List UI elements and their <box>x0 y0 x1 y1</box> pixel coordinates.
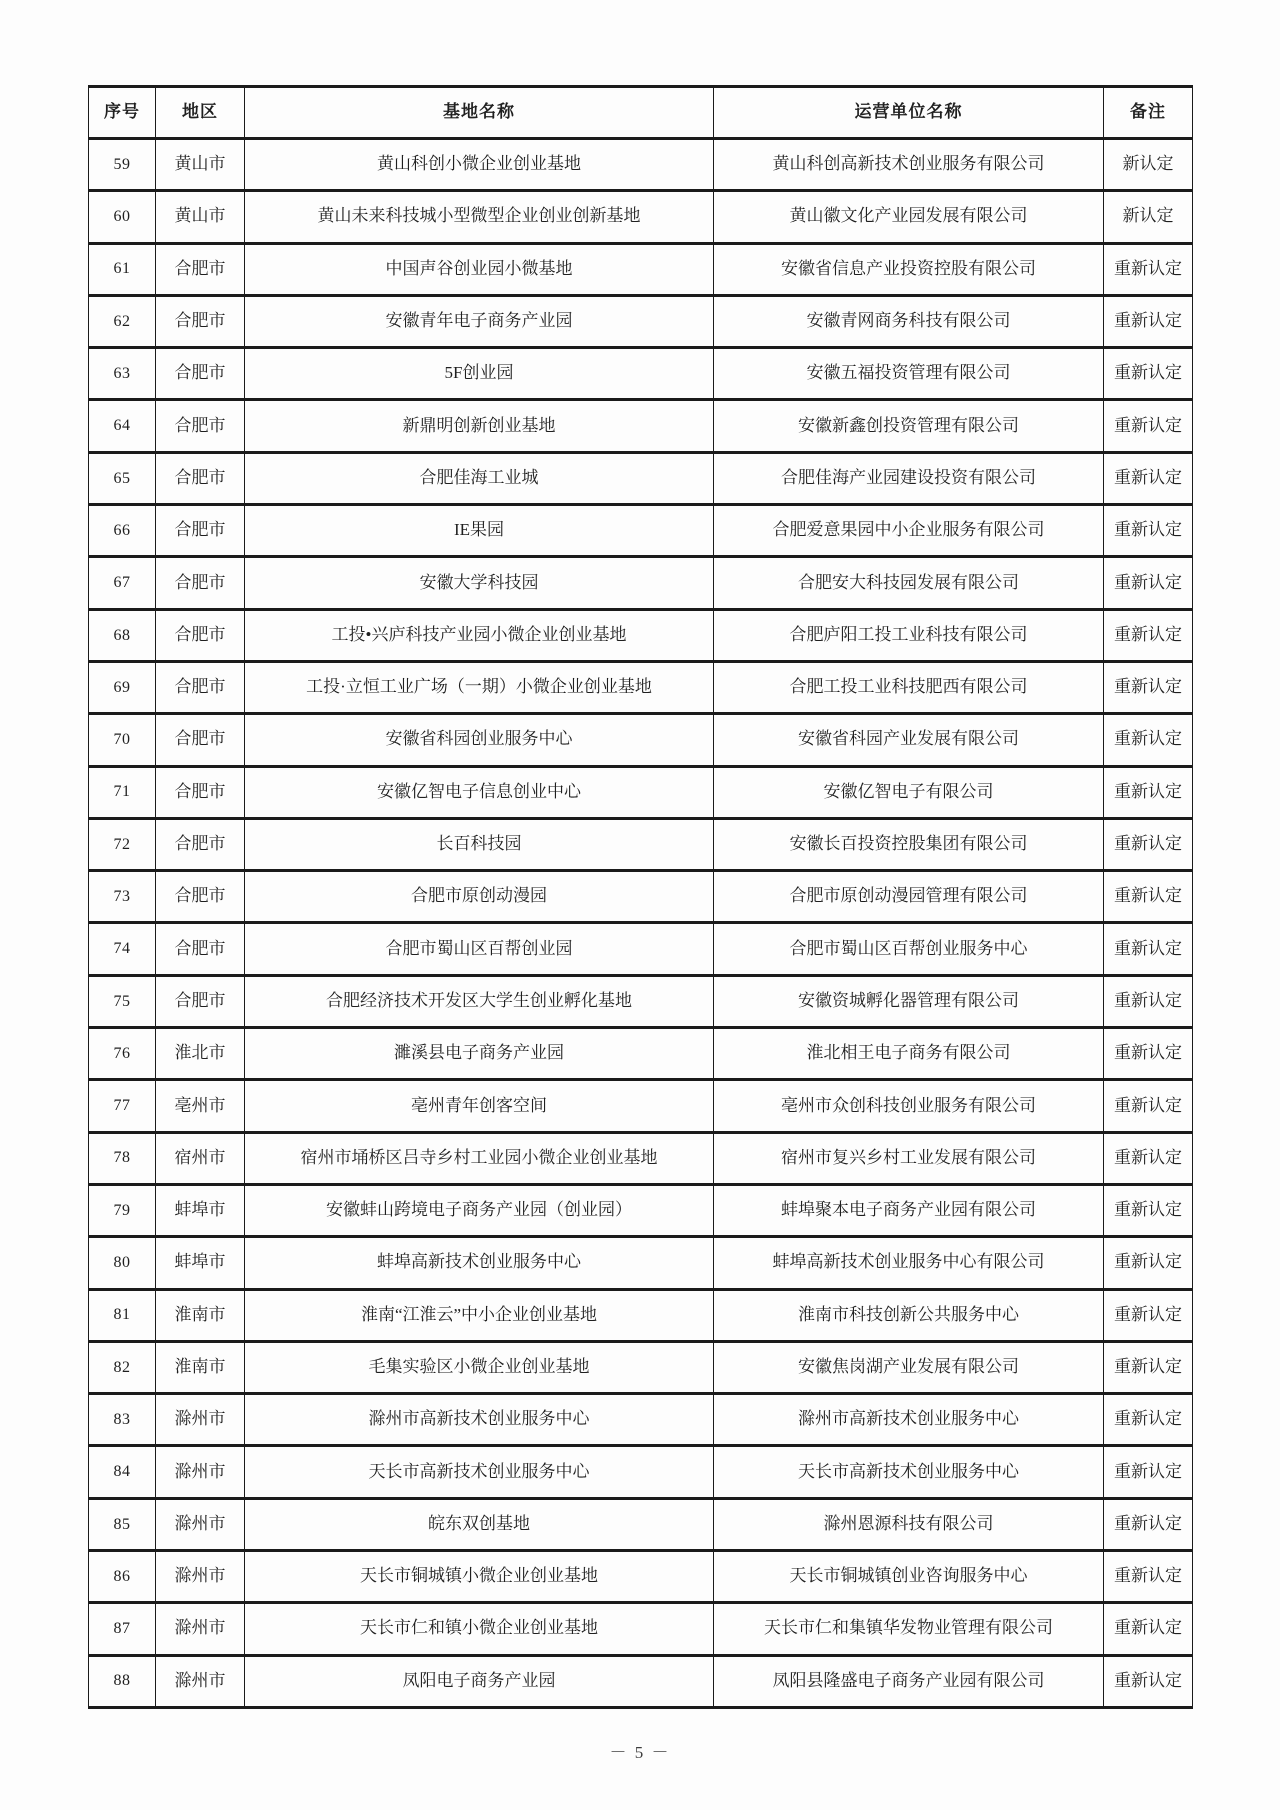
cell-no: 65 <box>89 452 156 504</box>
cell-no: 87 <box>89 1603 156 1655</box>
cell-oper: 合肥市蜀山区百帮创业服务中心 <box>714 923 1104 975</box>
cell-base: 长百科技园 <box>245 818 714 870</box>
cell-no: 66 <box>89 505 156 557</box>
cell-remark: 重新认定 <box>1104 714 1193 766</box>
cell-base: 宿州市埇桥区吕寺乡村工业园小微企业创业基地 <box>245 1132 714 1184</box>
table-row <box>89 1655 1193 1707</box>
table-row <box>89 243 1193 295</box>
cell-oper: 安徽亿智电子有限公司 <box>714 766 1104 818</box>
cell-oper: 宿州市复兴乡村工业发展有限公司 <box>714 1132 1104 1184</box>
cell-region: 合肥市 <box>156 348 245 400</box>
cell-region: 合肥市 <box>156 871 245 923</box>
cell-oper: 合肥佳海产业园建设投资有限公司 <box>714 452 1104 504</box>
cell-remark: 重新认定 <box>1104 243 1193 295</box>
cell-remark: 新认定 <box>1104 139 1193 191</box>
cell-base: 合肥市蜀山区百帮创业园 <box>245 923 714 975</box>
cell-base: 合肥经济技术开发区大学生创业孵化基地 <box>245 975 714 1027</box>
cell-remark: 重新认定 <box>1104 348 1193 400</box>
cell-no: 85 <box>89 1498 156 1550</box>
cell-oper: 天长市铜城镇创业咨询服务中心 <box>714 1551 1104 1603</box>
table-row <box>89 1132 1193 1184</box>
cell-region: 黄山市 <box>156 139 245 191</box>
cell-base: 黄山未来科技城小型微型企业创业创新基地 <box>245 191 714 243</box>
cell-oper: 滁州恩源科技有限公司 <box>714 1498 1104 1550</box>
cell-no: 64 <box>89 400 156 452</box>
table-row <box>89 557 1193 609</box>
cell-region: 滁州市 <box>156 1655 245 1707</box>
cell-remark: 重新认定 <box>1104 1446 1193 1498</box>
cell-base: 工投•兴庐科技产业园小微企业创业基地 <box>245 609 714 661</box>
cell-remark: 重新认定 <box>1104 295 1193 347</box>
base-list-table <box>88 85 1193 1709</box>
header-cell-remark: 备注 <box>1104 87 1193 139</box>
table-row <box>89 1289 1193 1341</box>
cell-oper: 淮南市科技创新公共服务中心 <box>714 1289 1104 1341</box>
cell-no: 76 <box>89 1028 156 1080</box>
table-row <box>89 1341 1193 1393</box>
table-row <box>89 1394 1193 1446</box>
cell-oper: 合肥工投工业科技肥西有限公司 <box>714 661 1104 713</box>
cell-no: 81 <box>89 1289 156 1341</box>
cell-oper: 亳州市众创科技创业服务有限公司 <box>714 1080 1104 1132</box>
table-row <box>89 609 1193 661</box>
cell-remark: 重新认定 <box>1104 975 1193 1027</box>
cell-oper: 合肥爱意果园中小企业服务有限公司 <box>714 505 1104 557</box>
cell-region: 淮南市 <box>156 1289 245 1341</box>
cell-region: 合肥市 <box>156 609 245 661</box>
cell-oper: 安徽省科园产业发展有限公司 <box>714 714 1104 766</box>
table-row <box>89 452 1193 504</box>
header-cell-oper: 运营单位名称 <box>714 87 1104 139</box>
cell-no: 68 <box>89 609 156 661</box>
cell-no: 83 <box>89 1394 156 1446</box>
cell-region: 蚌埠市 <box>156 1237 245 1289</box>
cell-no: 61 <box>89 243 156 295</box>
cell-remark: 重新认定 <box>1104 1184 1193 1236</box>
cell-base: 滁州市高新技术创业服务中心 <box>245 1394 714 1446</box>
cell-oper: 凤阳县隆盛电子商务产业园有限公司 <box>714 1655 1104 1707</box>
table-row <box>89 818 1193 870</box>
table-row <box>89 505 1193 557</box>
cell-region: 合肥市 <box>156 400 245 452</box>
cell-base: 工投·立恒工业广场（一期）小微企业创业基地 <box>245 661 714 713</box>
cell-base: 安徽蚌山跨境电子商务产业园（创业园） <box>245 1184 714 1236</box>
cell-no: 71 <box>89 766 156 818</box>
cell-oper: 安徽五福投资管理有限公司 <box>714 348 1104 400</box>
cell-oper: 蚌埠高新技术创业服务中心有限公司 <box>714 1237 1104 1289</box>
cell-no: 79 <box>89 1184 156 1236</box>
cell-remark: 重新认定 <box>1104 1028 1193 1080</box>
cell-remark: 重新认定 <box>1104 400 1193 452</box>
cell-region: 合肥市 <box>156 818 245 870</box>
cell-oper: 安徽焦岗湖产业发展有限公司 <box>714 1341 1104 1393</box>
header-cell-base: 基地名称 <box>245 87 714 139</box>
cell-region: 滁州市 <box>156 1394 245 1446</box>
table-row <box>89 871 1193 923</box>
cell-remark: 新认定 <box>1104 191 1193 243</box>
cell-oper: 天长市高新技术创业服务中心 <box>714 1446 1104 1498</box>
cell-region: 蚌埠市 <box>156 1184 245 1236</box>
cell-region: 合肥市 <box>156 295 245 347</box>
cell-oper: 滁州市高新技术创业服务中心 <box>714 1394 1104 1446</box>
cell-base: 毛集实验区小微企业创业基地 <box>245 1341 714 1393</box>
cell-oper: 蚌埠聚本电子商务产业园有限公司 <box>714 1184 1104 1236</box>
table-row <box>89 766 1193 818</box>
table-header <box>89 87 1193 139</box>
cell-base: 新鼎明创新创业基地 <box>245 400 714 452</box>
cell-no: 82 <box>89 1341 156 1393</box>
cell-no: 62 <box>89 295 156 347</box>
cell-oper: 黄山徽文化产业园发展有限公司 <box>714 191 1104 243</box>
cell-no: 60 <box>89 191 156 243</box>
cell-oper: 安徽新鑫创投资管理有限公司 <box>714 400 1104 452</box>
cell-remark: 重新认定 <box>1104 1655 1193 1707</box>
cell-region: 滁州市 <box>156 1498 245 1550</box>
cell-region: 合肥市 <box>156 766 245 818</box>
cell-base: 安徽青年电子商务产业园 <box>245 295 714 347</box>
cell-no: 69 <box>89 661 156 713</box>
cell-base: 天长市仁和镇小微企业创业基地 <box>245 1603 714 1655</box>
cell-region: 淮北市 <box>156 1028 245 1080</box>
cell-remark: 重新认定 <box>1104 871 1193 923</box>
cell-remark: 重新认定 <box>1104 1132 1193 1184</box>
cell-base: 安徽大学科技园 <box>245 557 714 609</box>
table-row <box>89 1028 1193 1080</box>
cell-remark: 重新认定 <box>1104 609 1193 661</box>
cell-base: 淮南“江淮云”中小企业创业基地 <box>245 1289 714 1341</box>
cell-base: 天长市高新技术创业服务中心 <box>245 1446 714 1498</box>
cell-region: 合肥市 <box>156 452 245 504</box>
cell-region: 滁州市 <box>156 1551 245 1603</box>
cell-region: 合肥市 <box>156 714 245 766</box>
cell-region: 黄山市 <box>156 191 245 243</box>
cell-oper: 安徽资城孵化器管理有限公司 <box>714 975 1104 1027</box>
cell-base: 安徽省科园创业服务中心 <box>245 714 714 766</box>
cell-oper: 合肥安大科技园发展有限公司 <box>714 557 1104 609</box>
table-row <box>89 1184 1193 1236</box>
table-row <box>89 1237 1193 1289</box>
table-header-row <box>89 87 1193 139</box>
cell-no: 80 <box>89 1237 156 1289</box>
cell-remark: 重新认定 <box>1104 1080 1193 1132</box>
cell-remark: 重新认定 <box>1104 505 1193 557</box>
cell-no: 74 <box>89 923 156 975</box>
cell-remark: 重新认定 <box>1104 557 1193 609</box>
cell-region: 滁州市 <box>156 1446 245 1498</box>
cell-base: 皖东双创基地 <box>245 1498 714 1550</box>
header-cell-no: 序号 <box>89 87 156 139</box>
cell-oper: 安徽长百投资控股集团有限公司 <box>714 818 1104 870</box>
cell-region: 淮南市 <box>156 1341 245 1393</box>
cell-oper: 安徽省信息产业投资控股有限公司 <box>714 243 1104 295</box>
cell-oper: 合肥庐阳工投工业科技有限公司 <box>714 609 1104 661</box>
table-row <box>89 400 1193 452</box>
cell-base: 黄山科创小微企业创业基地 <box>245 139 714 191</box>
cell-remark: 重新认定 <box>1104 1394 1193 1446</box>
table-row <box>89 975 1193 1027</box>
table-row <box>89 1551 1193 1603</box>
cell-region: 合肥市 <box>156 505 245 557</box>
cell-region: 合肥市 <box>156 557 245 609</box>
table-row <box>89 348 1193 400</box>
table-row <box>89 295 1193 347</box>
cell-no: 77 <box>89 1080 156 1132</box>
cell-remark: 重新认定 <box>1104 1551 1193 1603</box>
table-row <box>89 1603 1193 1655</box>
cell-base: 天长市铜城镇小微企业创业基地 <box>245 1551 714 1603</box>
cell-base: 中国声谷创业园小微基地 <box>245 243 714 295</box>
header-cell-region: 地区 <box>156 87 245 139</box>
cell-region: 合肥市 <box>156 243 245 295</box>
table-row <box>89 1080 1193 1132</box>
cell-base: IE果园 <box>245 505 714 557</box>
cell-remark: 重新认定 <box>1104 1603 1193 1655</box>
cell-oper: 合肥市原创动漫园管理有限公司 <box>714 871 1104 923</box>
cell-remark: 重新认定 <box>1104 1341 1193 1393</box>
cell-no: 73 <box>89 871 156 923</box>
cell-remark: 重新认定 <box>1104 452 1193 504</box>
cell-oper: 黄山科创高新技术创业服务有限公司 <box>714 139 1104 191</box>
cell-no: 78 <box>89 1132 156 1184</box>
cell-region: 滁州市 <box>156 1603 245 1655</box>
cell-base: 5F创业园 <box>245 348 714 400</box>
table-row <box>89 139 1193 191</box>
cell-remark: 重新认定 <box>1104 1237 1193 1289</box>
cell-no: 84 <box>89 1446 156 1498</box>
cell-base: 蚌埠高新技术创业服务中心 <box>245 1237 714 1289</box>
cell-remark: 重新认定 <box>1104 818 1193 870</box>
cell-remark: 重新认定 <box>1104 661 1193 713</box>
table-row <box>89 714 1193 766</box>
cell-base: 合肥市原创动漫园 <box>245 871 714 923</box>
cell-base: 安徽亿智电子信息创业中心 <box>245 766 714 818</box>
cell-no: 63 <box>89 348 156 400</box>
cell-remark: 重新认定 <box>1104 923 1193 975</box>
table-row <box>89 923 1193 975</box>
cell-base: 亳州青年创客空间 <box>245 1080 714 1132</box>
cell-remark: 重新认定 <box>1104 1498 1193 1550</box>
cell-oper: 淮北相王电子商务有限公司 <box>714 1028 1104 1080</box>
cell-region: 合肥市 <box>156 975 245 1027</box>
cell-oper: 安徽青网商务科技有限公司 <box>714 295 1104 347</box>
cell-no: 75 <box>89 975 156 1027</box>
table-row <box>89 191 1193 243</box>
cell-no: 59 <box>89 139 156 191</box>
cell-base: 凤阳电子商务产业园 <box>245 1655 714 1707</box>
cell-base: 濉溪县电子商务产业园 <box>245 1028 714 1080</box>
cell-no: 72 <box>89 818 156 870</box>
cell-no: 88 <box>89 1655 156 1707</box>
table-row <box>89 1498 1193 1550</box>
cell-remark: 重新认定 <box>1104 766 1193 818</box>
table-body <box>89 139 1193 1708</box>
cell-no: 70 <box>89 714 156 766</box>
cell-oper: 天长市仁和集镇华发物业管理有限公司 <box>714 1603 1104 1655</box>
cell-no: 86 <box>89 1551 156 1603</box>
cell-no: 67 <box>89 557 156 609</box>
cell-base: 合肥佳海工业城 <box>245 452 714 504</box>
cell-region: 亳州市 <box>156 1080 245 1132</box>
page-number: － 5 － <box>609 1743 671 1762</box>
cell-region: 合肥市 <box>156 661 245 713</box>
cell-remark: 重新认定 <box>1104 1289 1193 1341</box>
table-row <box>89 661 1193 713</box>
cell-region: 宿州市 <box>156 1132 245 1184</box>
cell-region: 合肥市 <box>156 923 245 975</box>
table-row <box>89 1446 1193 1498</box>
